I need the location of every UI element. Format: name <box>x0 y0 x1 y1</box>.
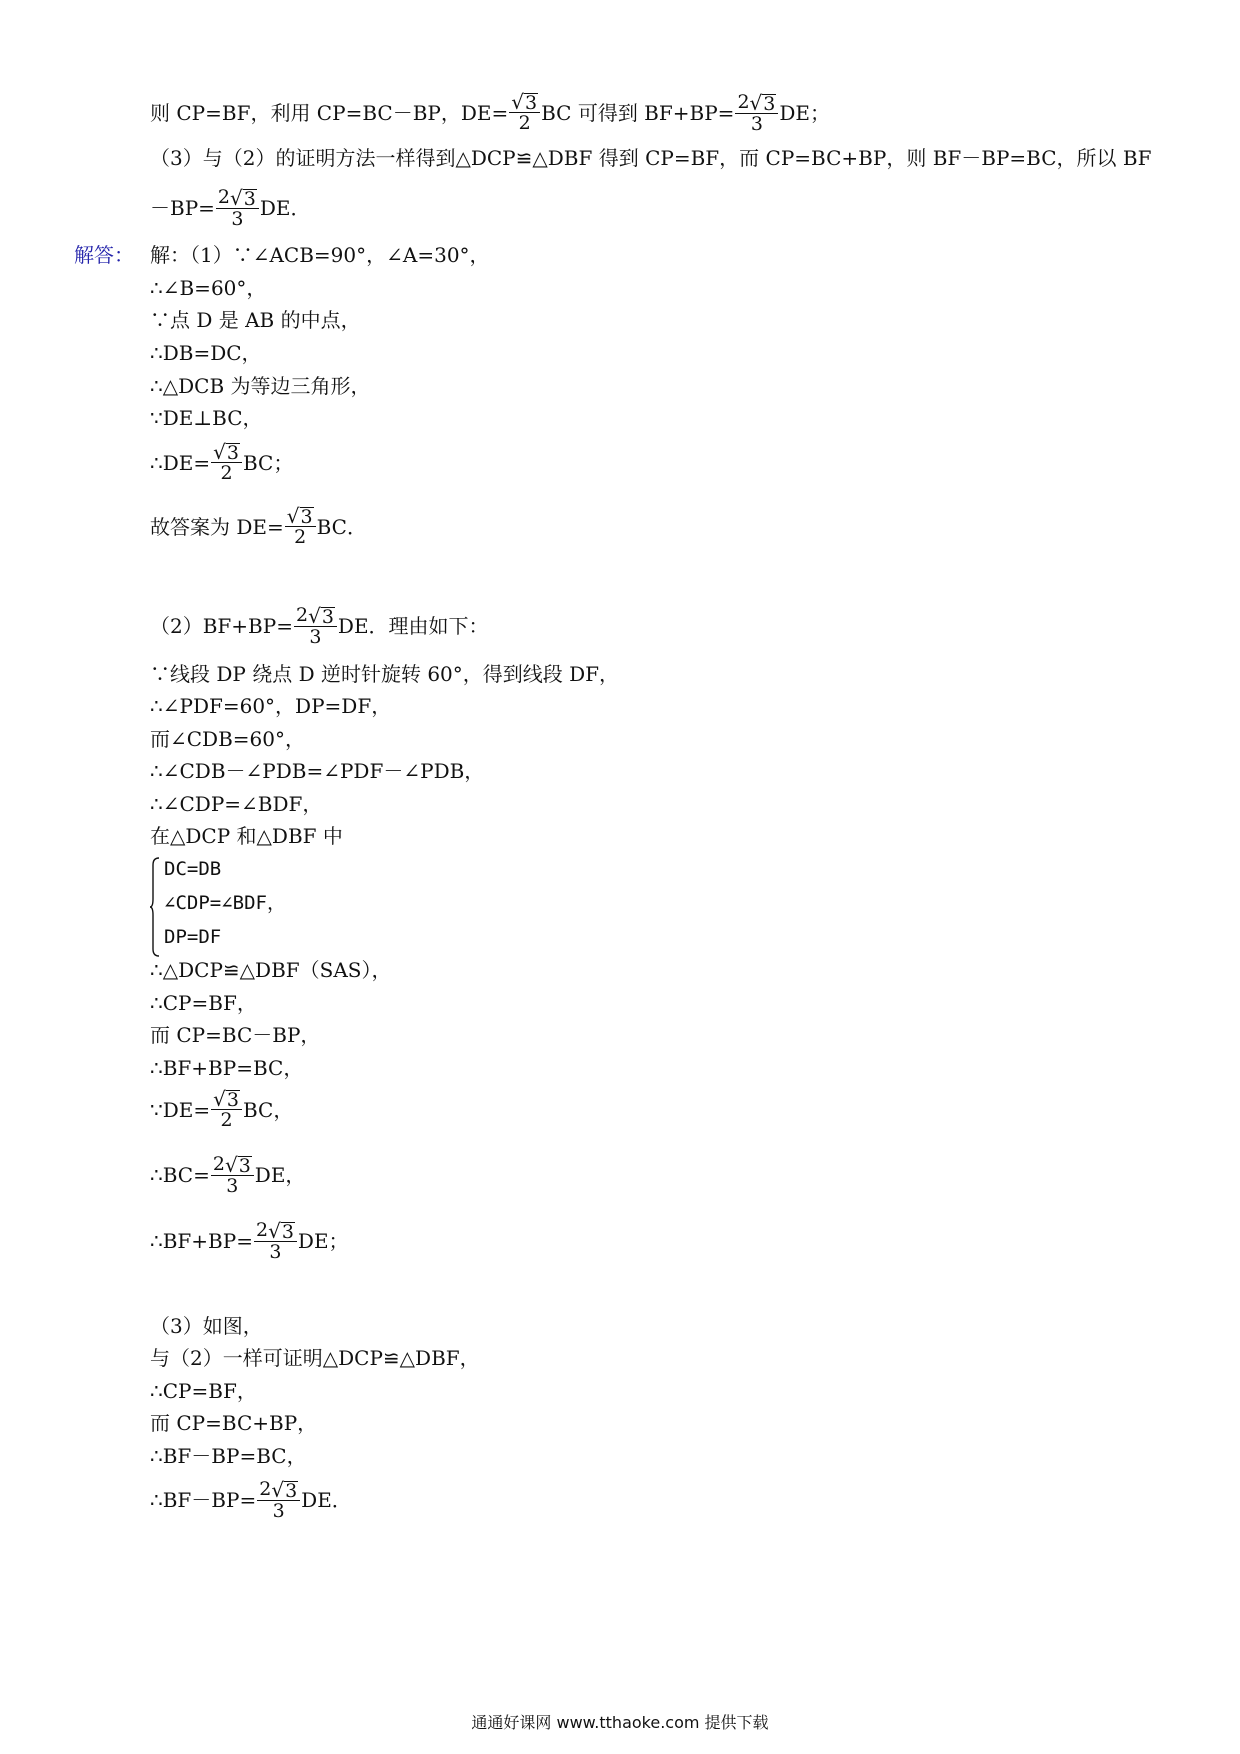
text-segment: 故答案为 DE= <box>150 515 284 539</box>
text-segment: DE， <box>254 1163 306 1187</box>
fraction-sqrt3-over-2: √ 3 2 <box>211 442 242 484</box>
part2-line-8: ∴△DCP≌△DBF（SAS）， <box>150 958 392 982</box>
text-segment: ∴BF－BP= <box>150 1488 257 1512</box>
part1-line-1: 解：（1）∵∠ACB=90°，∠A=30°， <box>150 243 490 267</box>
part3-line-6 <box>150 1472 352 1528</box>
part2-line-2: ∵线段 DP 绕点 D 逆时针旋转 60°，得到线段 DF， <box>150 662 620 686</box>
part2-line-13 <box>150 1147 305 1203</box>
part2-line-1 <box>150 598 489 654</box>
text-segment: DE． <box>259 196 311 220</box>
text-segment: ∴BF+BP= <box>150 1229 253 1253</box>
text-segment: 则 CP=BF，利用 CP=BC－BP，DE= <box>150 101 509 125</box>
text-segment: BC 可得到 BF+BP= <box>541 101 735 125</box>
part1-line-5: ∴△DCB 为等边三角形， <box>150 374 371 398</box>
part3-line-4: 而 CP=BC+BP， <box>150 1411 318 1435</box>
fraction-2sqrt3-over-3: 2 √ 3 3 <box>257 1479 300 1522</box>
equation-system <box>150 857 350 957</box>
part1-line-4: ∴DB=DC， <box>150 341 262 365</box>
part2-line-9: ∴CP=BF， <box>150 991 257 1015</box>
part1-line-8 <box>150 499 367 555</box>
fraction-2sqrt3-over-3: 2 √ 3 3 <box>294 605 337 648</box>
part1-line-7 <box>150 435 293 491</box>
text-segment: －BP= <box>150 196 215 220</box>
text-segment: BC； <box>242 451 294 475</box>
fraction-sqrt3-over-2: √ 3 2 <box>211 1089 242 1131</box>
part2-line-6: ∴∠CDP=∠BDF， <box>150 792 323 816</box>
part1-line-2: ∴∠B=60°， <box>150 276 267 300</box>
part2-line-14 <box>150 1213 349 1269</box>
part3-line-5: ∴BF－BP=BC， <box>150 1444 307 1468</box>
text-segment: BC． <box>316 515 367 539</box>
text-segment: DE； <box>297 1229 349 1253</box>
answer-label: 解答： <box>74 243 134 267</box>
fraction-2sqrt3-over-3: 2 √ 3 3 <box>254 1220 297 1263</box>
text-segment: DE； <box>779 101 831 125</box>
analysis-line-3 <box>150 180 311 236</box>
part3-line-3: ∴CP=BF， <box>150 1379 257 1403</box>
fraction-2sqrt3-over-3: 2 √ 3 3 <box>216 187 259 230</box>
part1-line-6: ∵DE⊥BC， <box>150 406 263 430</box>
text-segment: （2）BF+BP= <box>150 614 293 638</box>
footer-credit: 通通好课网 www.tthaoke.com 提供下载 <box>471 1713 769 1732</box>
part2-line-5: ∴∠CDB－∠PDB=∠PDF－∠PDB， <box>150 759 485 783</box>
part2-line-7: 在△DCP 和△DBF 中 <box>150 824 343 848</box>
text-segment: ∴BC= <box>150 1163 210 1187</box>
text-segment: ∵DE= <box>150 1098 211 1122</box>
analysis-line-1 <box>150 85 830 141</box>
part1-line-3: ∵点 D 是 AB 的中点， <box>150 308 361 332</box>
system-line-1: DC=DB <box>164 858 222 880</box>
fraction-2sqrt3-over-3: 2 √ 3 3 <box>211 1154 254 1197</box>
system-line-3: DP=DF <box>164 926 222 948</box>
part3-line-1: （3）如图， <box>150 1314 263 1338</box>
analysis-line-2: （3）与（2）的证明方法一样得到△DCP≌△DBF 得到 CP=BF，而 CP=BC+BP，则 BF－BP=BC，所以 BF <box>150 146 1152 170</box>
text-segment: DE． <box>301 1488 352 1512</box>
part3-line-2: 与（2）一样可证明△DCP≌△DBF， <box>150 1346 480 1370</box>
fraction-2sqrt3-over-3: 2 √ 3 3 <box>735 92 778 135</box>
part2-line-12 <box>150 1082 293 1138</box>
fraction-sqrt3-over-2: √ 3 2 <box>509 92 540 134</box>
part2-line-3: ∴∠PDF=60°，DP=DF， <box>150 694 392 718</box>
text-segment: BC， <box>242 1098 294 1122</box>
text-segment: DE．理由如下： <box>337 614 489 638</box>
part2-line-11: ∴BF+BP=BC， <box>150 1056 304 1080</box>
system-line-2: ∠CDP=∠BDF， <box>164 892 286 914</box>
part2-line-10: 而 CP=BC－BP， <box>150 1023 321 1047</box>
fraction-sqrt3-over-2: √ 3 2 <box>285 506 316 548</box>
left-brace-icon <box>150 857 160 957</box>
text-segment: ∴DE= <box>150 451 211 475</box>
part2-line-4: 而∠CDB=60°， <box>150 727 305 751</box>
